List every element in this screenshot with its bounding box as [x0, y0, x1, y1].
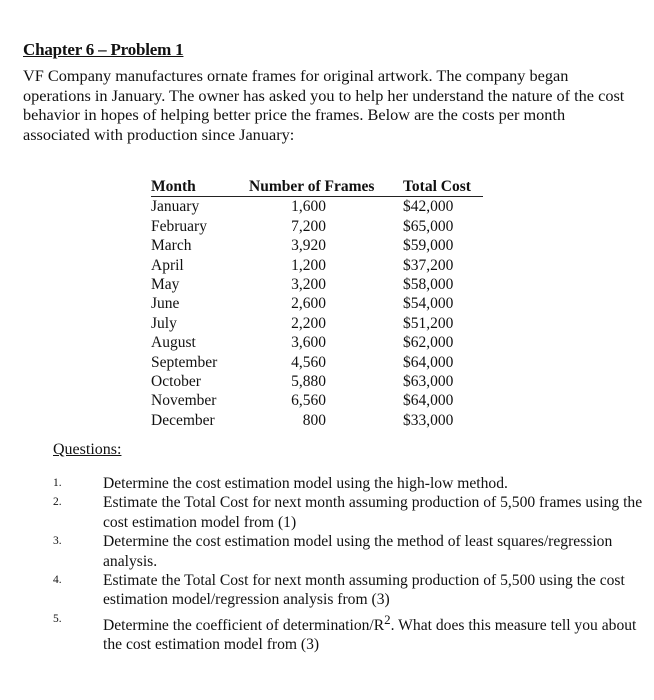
cost-cell: $58,000: [403, 276, 454, 294]
cost-cell: $64,000: [403, 392, 454, 410]
cost-cell: $59,000: [403, 237, 454, 255]
question-number: 4.: [53, 574, 62, 587]
table-row: [151, 217, 483, 236]
month-cell: September: [151, 353, 218, 371]
questions-heading: Questions:: [53, 441, 122, 458]
table-row: [151, 372, 483, 391]
table-row: [151, 314, 483, 333]
question-text-after: . What does this measure tell you about the cost estimation model from (3): [103, 617, 637, 654]
cost-cell: $37,200: [403, 256, 454, 274]
cost-cell: $33,000: [403, 411, 454, 429]
question-number: 1.: [53, 477, 62, 489]
table-row: [151, 294, 483, 313]
cost-cell: $65,000: [403, 217, 454, 235]
table-row: [151, 353, 483, 372]
cost-cell: $42,000: [403, 198, 454, 216]
table-header-row: [151, 177, 483, 197]
problem-intro: VF Company manufactures ornate frames for original artwork. The company began operations in January. The owner has asked you to help her understand the nature of the cost behavior in hopes of helping better price the frames. Below are the costs per month associated with production since January:: [23, 66, 625, 144]
frames-cell: 6,560: [291, 392, 326, 410]
frames-cell: 2,600: [291, 295, 326, 313]
question-item: [53, 571, 653, 610]
cost-cell: $62,000: [403, 334, 454, 352]
question-number: 3.: [53, 535, 62, 548]
question-text: Estimate the Total Cost for next month assuming production of 5,500 using the cost estimation model/regression analysis from (3): [103, 572, 625, 609]
month-cell: May: [151, 276, 180, 294]
frames-cell: 7,200: [291, 217, 326, 235]
header-total-cost: Total Cost: [403, 177, 483, 197]
question-item: [53, 474, 653, 493]
month-cell: October: [151, 373, 201, 391]
frames-cell: 2,200: [291, 314, 326, 332]
month-cell: January: [151, 198, 200, 216]
month-cell: November: [151, 392, 217, 410]
question-text: Determine the cost estimation model using the method of least squares/regression analysis.: [103, 533, 613, 570]
month-cell: December: [151, 411, 215, 429]
question-number: 2.: [53, 496, 62, 509]
header-month: Month: [151, 177, 249, 197]
question-text-before: Determine the coefficient of determination/R: [103, 617, 385, 635]
question-text: Determine the cost estimation model using the high-low method.: [103, 475, 508, 492]
frames-cell: 4,560: [291, 353, 326, 371]
table-row: [151, 391, 483, 410]
table-row: [151, 275, 483, 294]
table-row: [151, 411, 483, 430]
header-number-of-frames: Number of Frames: [249, 177, 403, 197]
cost-data-table: [151, 177, 483, 430]
table-row: [151, 256, 483, 275]
frames-cell: 800: [302, 411, 326, 429]
cost-cell: $64,000: [403, 353, 454, 371]
frames-cell: 3,600: [291, 334, 326, 352]
cost-cell: $63,000: [403, 373, 454, 391]
question-item: [53, 532, 653, 571]
table-row: [151, 236, 483, 255]
question-item: [53, 493, 653, 532]
month-cell: August: [151, 334, 196, 352]
problem-title: Chapter 6 – Problem 1: [23, 40, 184, 59]
frames-cell: 3,200: [291, 276, 326, 294]
question-item: [53, 610, 653, 655]
cost-cell: $54,000: [403, 295, 454, 313]
month-cell: April: [151, 256, 184, 274]
frames-cell: 5,880: [291, 373, 326, 391]
month-cell: July: [151, 314, 177, 332]
r-squared-superscript: 2: [384, 611, 391, 627]
frames-cell: 3,920: [291, 237, 326, 255]
frames-cell: 1,600: [291, 198, 326, 216]
table-row: [151, 197, 483, 217]
table-row: [151, 333, 483, 352]
question-text: Estimate the Total Cost for next month assuming production of 5,500 frames using the cost estimation model from (1): [103, 494, 643, 531]
month-cell: February: [151, 217, 207, 235]
month-cell: March: [151, 237, 192, 255]
frames-cell: 1,200: [291, 256, 326, 274]
cost-cell: $51,200: [403, 314, 454, 332]
question-number: 5.: [53, 612, 62, 625]
question-text: [103, 610, 653, 655]
month-cell: June: [151, 295, 180, 313]
questions-list: [53, 474, 653, 655]
